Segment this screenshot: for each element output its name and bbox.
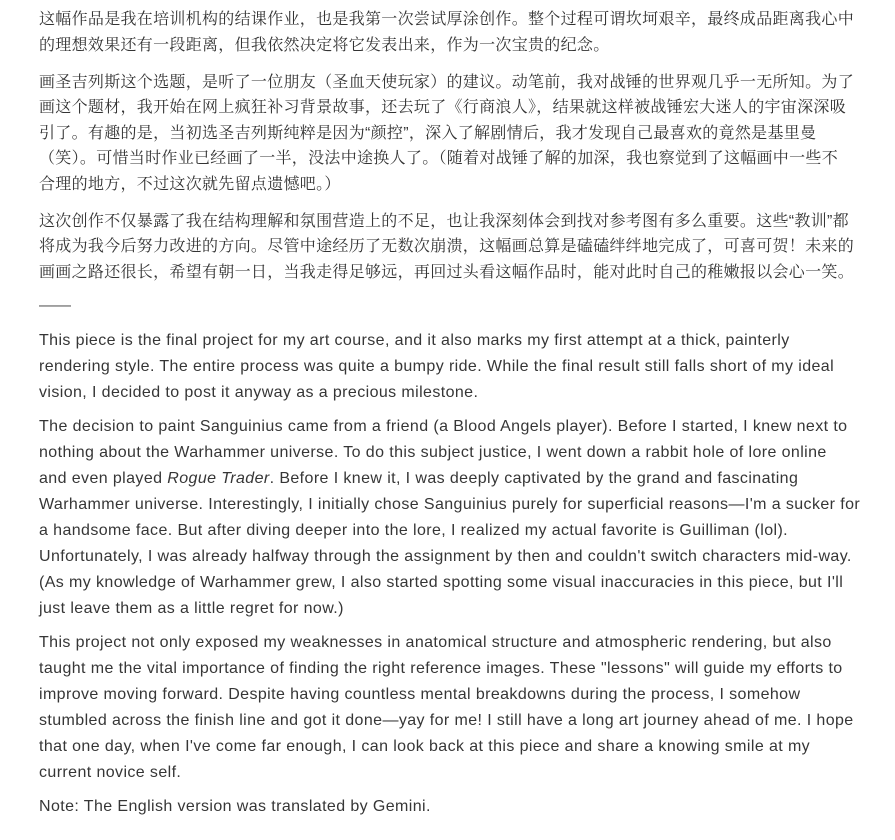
paragraph-line: that one day, when I've come far enough, I can look back at this piece and share a knowing smile at my	[39, 738, 811, 755]
paragraph-line	[39, 466, 895, 492]
paragraph-line: This piece is the final project for my art course, and it also marks my first attempt at a thick, painterly	[39, 332, 790, 349]
paragraph-line: 这次创作不仅暴露了我在结构理解和氛围营造上的不足，也让我深刻体会到找对参考图有多么重要。这些“教训”都	[39, 212, 849, 230]
paragraph-line: improve moving forward. Despite having countless mental breakdowns during the process, I somehow	[39, 686, 801, 703]
paragraph-line: just leave them as a little regret for now.)	[39, 600, 344, 617]
paragraph-line: rendering style. The entire process was quite a bumpy ride. While the final result still falls short of my ideal	[39, 358, 835, 375]
paragraph-line: 的理想效果还有一段距离，但我依然决定将它发表出来，作为一次宝贵的纪念。	[39, 36, 610, 54]
paragraph-line: （笑）。可惜当时作业已经画了一半，没法中途换人了。（随着对战锤了解的加深，我也察觉到了这幅画中一些不	[39, 150, 839, 167]
paragraph-line: Unfortunately, I was already halfway through the assignment by then and couldn't switch characters mid-way.	[39, 548, 852, 565]
paragraph-line: This project not only exposed my weaknesses in anatomical structure and atmospheric rendering, but also	[39, 634, 832, 651]
paragraph-line: 画这个题材，我开始在网上疯狂补习背景故事，还去玩了《行商浪人》，结果就这样被战锤宏大迷人的宇宙深深吸	[39, 99, 847, 116]
paragraph-line: 将成为我今后努力改进的方向。尽管中途经历了无数次崩溃，这幅画总算是磕磕绊绊地完成了，可喜可贺！未来的	[39, 238, 855, 255]
paragraph-line: (As my knowledge of Warhammer grew, I also started spotting some visual inaccuracies in this piece, but I'll	[39, 574, 844, 591]
en-paragraph-1	[39, 328, 895, 406]
language-separator: ——	[39, 296, 71, 314]
paragraph-line: The decision to paint Sanguinius came from a friend (a Blood Angels player). Before I started, I knew next to	[39, 418, 848, 435]
paragraph-line: stumbled across the finish line and got it done—yay for me! I still have a long art journey ahead of me. I hope	[39, 712, 854, 729]
game-title: Rogue Trader	[167, 470, 270, 487]
paragraph-line: current novice self.	[39, 764, 182, 781]
en-paragraph-3	[39, 630, 895, 786]
paragraph-line: 引了。有趣的是，当初选圣吉列斯纯粹是因为“颜控”，深入了解剧情后，我才发现自己最喜欢的竟然是基里曼	[39, 124, 817, 142]
zh-paragraph-3	[39, 209, 895, 286]
en-paragraph-2	[39, 414, 895, 622]
zh-paragraph-2	[39, 70, 895, 198]
paragraph-line: a handsome face. But after diving deeper into the lore, I realized my actual favorite is Guilliman (lol).	[39, 522, 789, 539]
paragraph-line: 画画之路还很长，希望有朝一日，当我走得足够远，再回过头看这幅作品时，能对此时自己的稚嫩报以会心一笑。	[39, 263, 855, 281]
paragraph-line: 这幅作品是我在培训机构的结课作业，也是我第一次尝试厚涂创作。整个过程可谓坎坷艰辛，最终成品距离我心中	[39, 11, 855, 28]
line-text-after-title: . Before I knew it, I was deeply captivated by the grand and fascinating	[269, 470, 799, 487]
paragraph-line: taught me the vital importance of finding the right reference images. These "lessons" will guide my efforts to	[39, 660, 843, 677]
paragraph-line: Warhammer universe. Interestingly, I initially chose Sanguinius purely for superficial reasons—I'm a sucker for	[39, 496, 861, 513]
line-text-before-title: and even played	[39, 470, 168, 487]
paragraph-line: nothing about the Warhammer universe. To do this subject justice, I went down a rabbit hole of lore online	[39, 444, 827, 461]
paragraph-line: 合理的地方，不过这次就先留点遗憾吧。）	[39, 175, 341, 193]
paragraph-line: vision, I decided to post it anyway as a precious milestone.	[39, 384, 479, 401]
paragraph-line: 画圣吉列斯这个选题，是听了一位朋友（圣血天使玩家）的建议。动笔前，我对战锤的世界观几乎一无所知。为了	[39, 73, 855, 91]
zh-paragraph-1	[39, 7, 895, 58]
translation-note: Note: The English version was translated by Gemini.	[39, 798, 431, 815]
